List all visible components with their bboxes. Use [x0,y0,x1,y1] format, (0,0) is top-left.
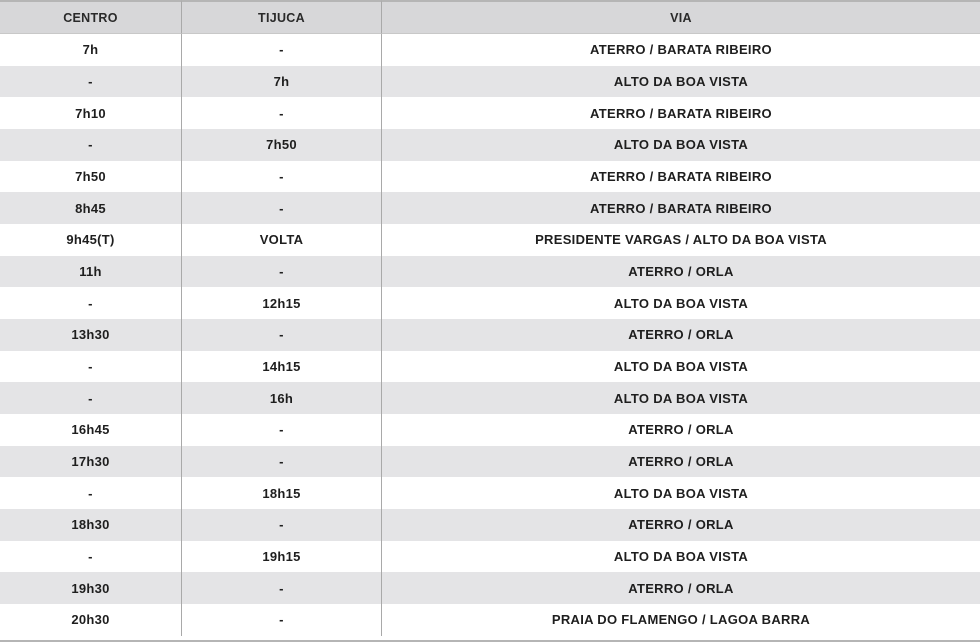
cell-centro: 18h30 [0,509,182,541]
cell-tijuca: 19h15 [182,541,382,573]
cell-centro: 16h45 [0,414,182,446]
cell-via: ATERRO / BARATA RIBEIRO [382,34,980,66]
cell-via: ATERRO / ORLA [382,509,980,541]
cell-tijuca: VOLTA [182,224,382,256]
cell-via: ALTO DA BOA VISTA [382,541,980,573]
cell-tijuca: - [182,414,382,446]
cell-centro: - [0,477,182,509]
cell-centro: 19h30 [0,572,182,604]
cell-tijuca: 16h [182,382,382,414]
header-tijuca: TIJUCA [182,0,382,34]
cell-centro: - [0,541,182,573]
cell-tijuca: - [182,34,382,66]
cell-via: ALTO DA BOA VISTA [382,287,980,319]
cell-tijuca: - [182,319,382,351]
cell-via: ALTO DA BOA VISTA [382,477,980,509]
cell-tijuca: 7h50 [182,129,382,161]
cell-centro: 17h30 [0,446,182,478]
cell-centro: 7h10 [0,97,182,129]
cell-tijuca: - [182,509,382,541]
cell-tijuca: - [182,572,382,604]
cell-centro: - [0,66,182,98]
cell-tijuca: 18h15 [182,477,382,509]
cell-tijuca: - [182,256,382,288]
cell-via: ATERRO / ORLA [382,446,980,478]
cell-centro: 8h45 [0,192,182,224]
cell-centro: - [0,351,182,383]
cell-via: ATERRO / ORLA [382,319,980,351]
cell-via: ATERRO / BARATA RIBEIRO [382,161,980,193]
cell-centro: 13h30 [0,319,182,351]
cell-via: ATERRO / ORLA [382,414,980,446]
cell-via: ALTO DA BOA VISTA [382,129,980,161]
cell-tijuca: 7h [182,66,382,98]
cell-tijuca: - [182,161,382,193]
cell-via: ATERRO / ORLA [382,256,980,288]
cell-via: ALTO DA BOA VISTA [382,351,980,383]
cell-via: ATERRO / BARATA RIBEIRO [382,192,980,224]
cell-via: ATERRO / BARATA RIBEIRO [382,97,980,129]
cell-centro: - [0,129,182,161]
cell-centro: 7h [0,34,182,66]
cell-centro: - [0,382,182,414]
cell-centro: 7h50 [0,161,182,193]
cell-centro: - [0,287,182,319]
cell-tijuca: - [182,97,382,129]
cell-centro: 9h45(T) [0,224,182,256]
header-via: VIA [382,0,980,34]
cell-via: ALTO DA BOA VISTA [382,66,980,98]
cell-tijuca: 14h15 [182,351,382,383]
cell-via: ALTO DA BOA VISTA [382,382,980,414]
header-centro: CENTRO [0,0,182,34]
cell-tijuca: - [182,604,382,636]
cell-tijuca: - [182,446,382,478]
cell-via: ATERRO / ORLA [382,572,980,604]
cell-via: PRESIDENTE VARGAS / ALTO DA BOA VISTA [382,224,980,256]
cell-centro: 20h30 [0,604,182,636]
cell-tijuca: - [182,192,382,224]
cell-centro: 11h [0,256,182,288]
cell-tijuca: 12h15 [182,287,382,319]
cell-via: PRAIA DO FLAMENGO / LAGOA BARRA [382,604,980,636]
